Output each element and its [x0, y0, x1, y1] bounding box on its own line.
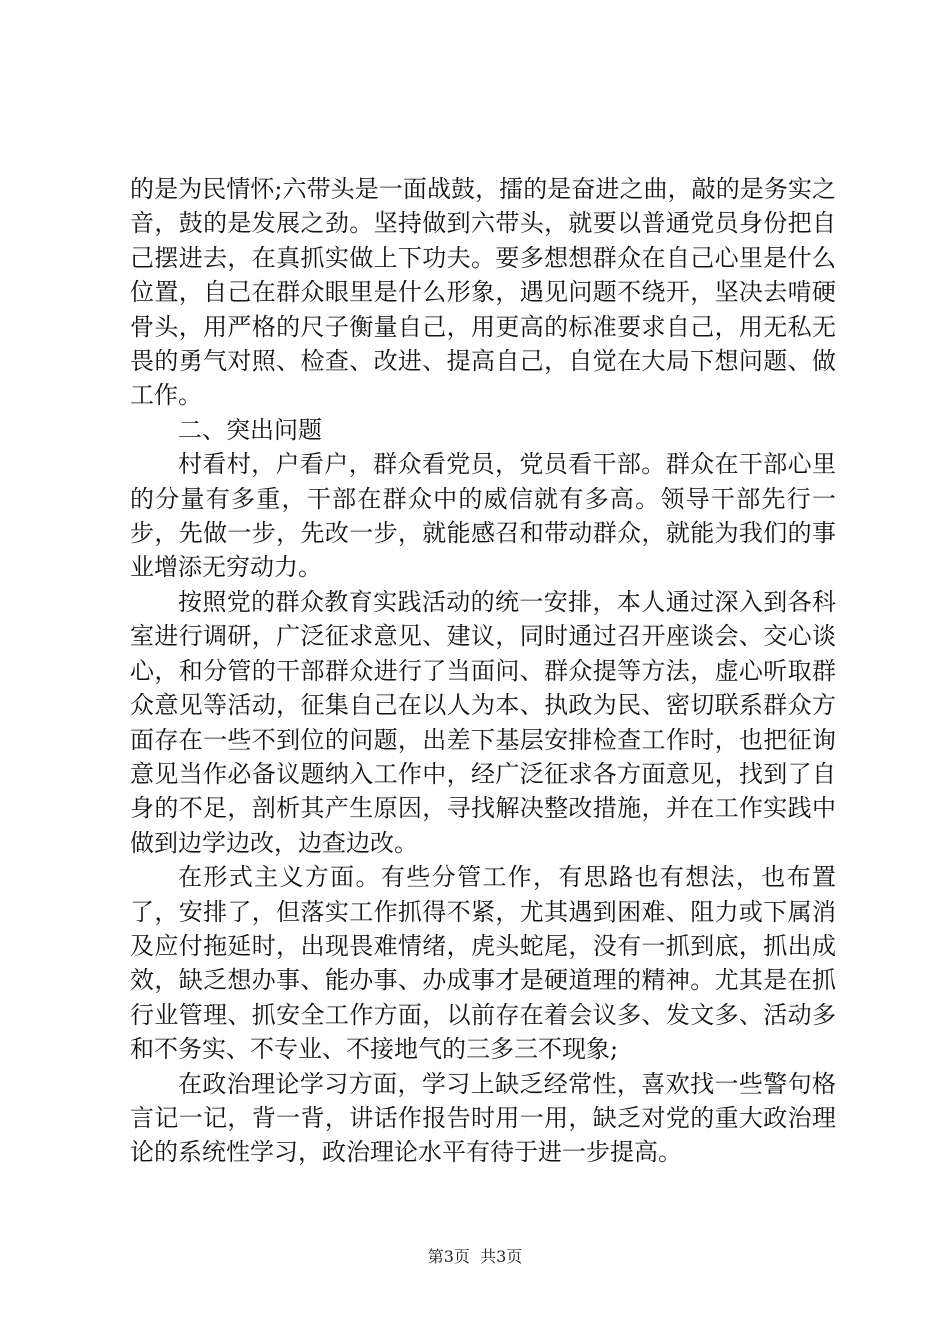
section-heading-problems: 二、突出问题: [178, 415, 322, 444]
document-body: [130, 172, 836, 1170]
paragraph-4: 按照党的群众教育实践活动的统一安排，本人通过深入到各科室进行调研，广泛征求意见、建议，同时通过召开座谈会、交心谈心，和分管的干部群众进行了当面问、群众提等方法，虚心听取群众意见等活动，征集自己在以人为本、执政为民、密切联系群众方面存在一些不到位的问题，出差下基层安排检查工作时，也把征询意见当作必备议题纳入工作中，经广泛征求各方面意见，找到了自身的不足，剖析其产生原因，寻找解决整改措施，并在工作实践中做到边学边改，边查边改。: [130, 587, 836, 857]
paragraph-6: 在政治理论学习方面，学习上缺乏经常性，喜欢找一些警句格言记一记，背一背，讲话作报告时用一用，缺乏对党的重大政治理论的系统性学习，政治理论水平有待于进一步提高。: [130, 1069, 836, 1167]
paragraph-5: 在形式主义方面。有些分管工作，有思路也有想法，也布置了，安排了，但落实工作抓得不紧，尤其遇到困难、阻力或下属消及应付拖延时，出现畏难情绪，虎头蛇尾，没有一抓到底，抓出成效，缺乏想办事、能办事、办成事才是硬道理的精神。尤其是在抓行业管理、抓安全工作方面，以前存在着会议多、发文多、活动多和不务实、不专业、不接地气的三多三不现象;: [130, 863, 836, 1064]
page-footer: 第3页 共3页: [427, 1247, 523, 1266]
paragraph-1: 的是为民情怀;六带头是一面战鼓，擂的是奋进之曲，敲的是务实之音，鼓的是发展之劲。坚持做到六带头，就要以普通党员身份把自己摆进去，在真抓实做上下功夫。要多想想群众在自己心里是什么位置，自己在群众眼里是什么形象，遇见问题不绕开，坚决去啃硬骨头，用严格的尺子衡量自己，用更高的标准要求自己，用无私无畏的勇气对照、检查、改进、提高自己，自觉在大局下想问题、做工作。: [130, 175, 836, 410]
paragraph-3: 村看村，户看户，群众看党员，党员看干部。群众在干部心里的分量有多重，干部在群众中的威信就有多高。领导干部先行一步，先做一步，先改一步，就能感召和带动群众，就能为我们的事业增添无穷动力。: [130, 450, 836, 582]
